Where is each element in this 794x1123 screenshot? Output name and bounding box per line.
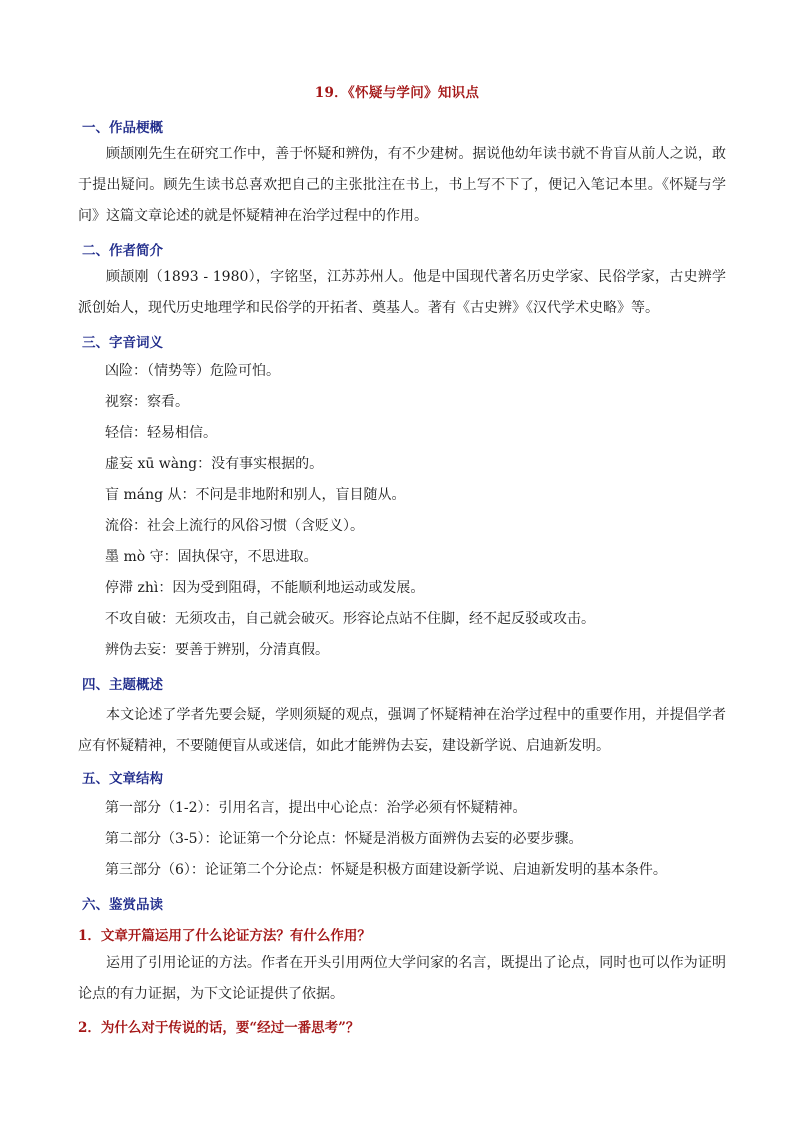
section-heading-appreciation: 六、鉴赏品读 xyxy=(82,897,163,913)
answer-1: 运用了引用论证的方法。作者在开头引用两位大学问家的名言，既提出了论点，同时也可以作为证明论点的有力证据，为下文论证提供了依据。 xyxy=(78,955,726,1002)
page-title: 19．《怀疑与学问》知识点 xyxy=(314,85,480,101)
author-paragraph: 顾颉刚（1893 - 1980），字铭坚，江苏苏州人。他是中国现代著名历史学家、民俗学家，古史辨学派创始人，现代历史地理学和民俗学的开拓者、奠基人。著有《古史辨》《汉代学术史略》等。 xyxy=(78,269,726,316)
question-1: 1．文章开篇运用了什么论证方法？有什么作用？ xyxy=(78,928,371,944)
structure-item: 第二部分（3-5）：论证第一个分论点：怀疑是消极方面辨伪去妄的必要步骤。 xyxy=(105,831,583,847)
vocab-item: 视察：察看。 xyxy=(105,394,189,410)
vocab-item: 轻信：轻易相信。 xyxy=(105,425,217,441)
vocab-item: 辨伪去妄：要善于辨别，分清真假。 xyxy=(105,642,329,658)
vocab-item: 停滞 zhì：因为受到阻碍，不能顺利地运动或发展。 xyxy=(105,580,425,596)
summary-paragraph: 顾颉刚先生在研究工作中，善于怀疑和辨伪，有不少建树。据说他幼年读书就不肯盲从前人之说，敢于提出疑问。顾先生读书总喜欢把自己的主张批注在书上，书上写不下了，便记入笔记本里。《怀疑与学问》这篇文章论述的就是怀疑精神在治学过程中的作用。 xyxy=(78,146,726,224)
section-heading-structure: 五、文章结构 xyxy=(82,771,163,787)
structure-item: 第三部分（6）：论证第二个分论点：怀疑是积极方面建设新学说、启迪新发明的基本条件。 xyxy=(105,862,667,878)
vocab-item: 墨 mò 守：固执保守，不思进取。 xyxy=(105,549,318,565)
structure-item: 第一部分（1-2）：引用名言，提出中心论点：治学必须有怀疑精神。 xyxy=(105,800,527,816)
section-heading-summary: 一、作品梗概 xyxy=(82,120,163,136)
vocab-item: 流俗：社会上流行的风俗习惯（含贬义）。 xyxy=(105,518,364,534)
section-heading-theme: 四、主题概述 xyxy=(82,677,163,693)
question-2: 2．为什么对于传说的话，要“经过一番思考”？ xyxy=(78,1020,360,1036)
section-heading-author: 二、作者简介 xyxy=(82,243,163,259)
vocab-item: 虚妄 xū wàng：没有事实根据的。 xyxy=(105,456,324,472)
section-heading-vocabulary: 三、字音词义 xyxy=(82,335,163,351)
vocab-item: 盲 máng 从：不问是非地附和别人，盲目随从。 xyxy=(105,487,406,503)
vocab-item: 凶险：（情势等）危险可怕。 xyxy=(105,363,280,379)
theme-paragraph: 本文论述了学者先要会疑，学则须疑的观点，强调了怀疑精神在治学过程中的重要作用，并提倡学者应有怀疑精神，不要随便盲从或迷信，如此才能辨伪去妄，建设新学说、启迪新发明。 xyxy=(78,707,726,754)
vocab-item: 不攻自破：无须攻击，自己就会破灭。形容论点站不住脚，经不起反驳或攻击。 xyxy=(105,611,595,627)
